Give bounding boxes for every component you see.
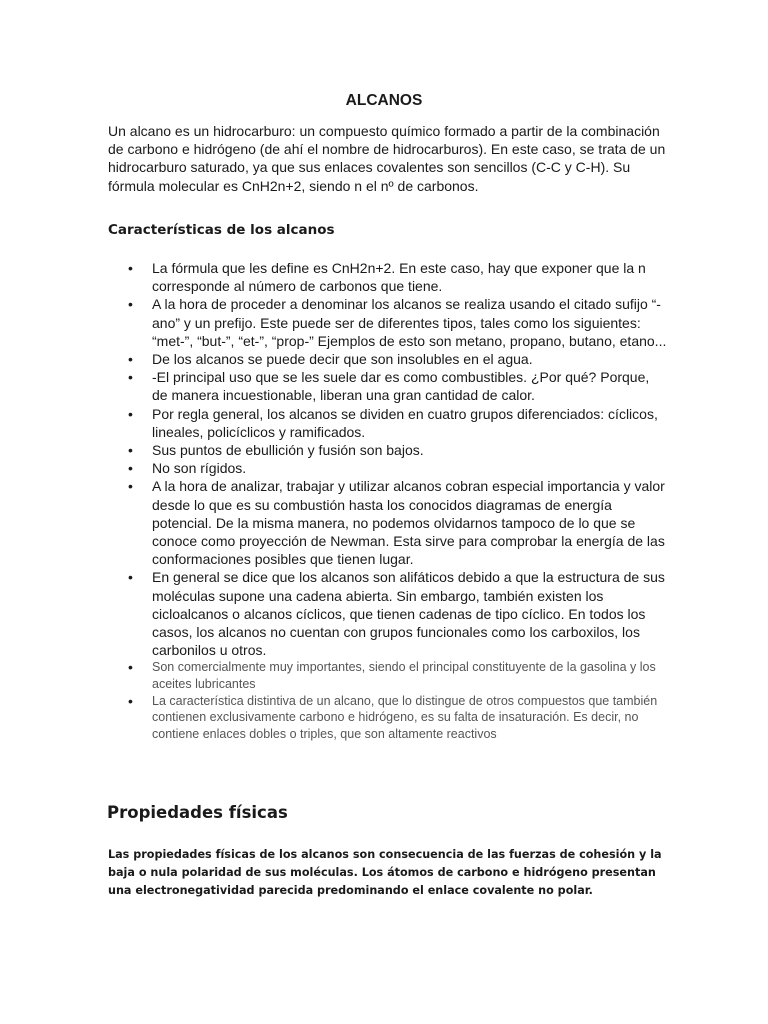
list-item-text: La fórmula que les define es CnH2n+2. En este caso, hay que exponer que la n corresponde al número de carbonos que tiene. bbox=[152, 260, 646, 295]
bullet-icon: • bbox=[128, 569, 133, 586]
bullet-icon: • bbox=[128, 405, 133, 422]
list-item-text: A la hora de proceder a denominar los alcanos se realiza usando el citado sufijo “-ano” y un prefijo. Este puede ser de diferentes tipos, tales como los siguientes: “met-”, “but-”, “et-”, “prop-” Ejemplos de esto son metano, propano, butano, etano... bbox=[152, 296, 667, 349]
bullet-icon: • bbox=[128, 369, 133, 386]
bullet-icon: • bbox=[128, 478, 133, 495]
list-item-text: De los alcanos se puede decir que son insolubles en el agua. bbox=[152, 351, 533, 368]
list-item-text: Sus puntos de ebullición y fusión son bajos. bbox=[152, 442, 424, 459]
bullet-icon: • bbox=[128, 460, 133, 477]
list-item-text: Por regla general, los alcanos se dividen en cuatro grupos diferenciados: cíclicos, lineales, policíclicos y ramificados. bbox=[152, 405, 658, 440]
characteristics-heading: Características de los alcanos bbox=[108, 222, 335, 238]
list-item bbox=[108, 441, 668, 459]
list-item bbox=[108, 659, 668, 692]
bullet-icon: • bbox=[128, 351, 133, 368]
bullet-icon: • bbox=[128, 659, 133, 676]
list-item-text: No son rígidos. bbox=[152, 460, 247, 477]
list-item-text: -El principal uso que se les suele dar es como combustibles. ¿Por qué? Porque, de manera incuestionable, liberan una gran cantidad de calor. bbox=[152, 369, 650, 404]
list-item bbox=[108, 295, 668, 350]
list-item-text: A la hora de analizar, trabajar y utilizar alcanos cobran especial importancia y valor desde lo que es su combustión hasta los conocidos diagramas de energía potencial. De la misma manera, no podemos olvidarnos tampoco de lo que se conoce como proyección de Newman. Esta sirve para comprobar la energía de las conformaciones posibles que tienen lugar. bbox=[152, 478, 665, 568]
bullet-icon: • bbox=[128, 692, 133, 709]
list-item bbox=[108, 259, 668, 295]
bullet-icon: • bbox=[128, 442, 133, 459]
characteristics-list bbox=[108, 259, 668, 742]
document-title: ALCANOS bbox=[345, 92, 423, 109]
list-item bbox=[108, 368, 668, 404]
list-item bbox=[108, 459, 668, 477]
physical-properties-paragraph: Las propiedades físicas de los alcanos son consecuencia de las fuerzas de cohesión y la baja o nula polaridad de sus moléculas. Los átomos de carbono e hidrógeno presentan una electronegatividad parecida predominando el enlace covalente no polar. bbox=[108, 848, 662, 897]
list-item bbox=[108, 477, 668, 568]
list-item-text: Son comercialmente muy importantes, siendo el principal constituyente de la gasolina y los aceites lubricantes bbox=[152, 660, 656, 692]
bullet-icon: • bbox=[128, 260, 133, 276]
list-item-text: En general se dice que los alcanos son alifáticos debido a que la estructura de sus moléculas supone una cadena abierta. Sin embargo, también existen los cicloalcanos o alcanos cíclicos, que tienen cadenas de tipo cíclico. En todos los casos, los alcanos no cuentan con grupos funcionales como los carboxilos, los carbonilos u otros. bbox=[152, 569, 665, 659]
list-item-text: La característica distintiva de un alcano, que lo distingue de otros compuestos que también contienen exclusivamente carbono e hidrógeno, es su falta de insaturación. Es decir, no contiene enlaces dobles o triples, que son altamente reactivos bbox=[152, 693, 658, 741]
intro-paragraph: Un alcano es un hidrocarburo: un compuesto químico formado a partir de la combinación de carbono e hidrógeno (de ahí el nombre de hidrocarburos). En este caso, se trata de un hidrocarburo saturado, ya que sus enlaces covalentes son sencillos (C-C y C-H). Su fórmula molecular es CnH2n+2, siendo n el nº de carbonos. bbox=[108, 123, 666, 194]
physical-properties-heading: Propiedades físicas bbox=[107, 803, 288, 822]
list-item bbox=[108, 568, 668, 659]
list-item bbox=[108, 693, 668, 743]
bullet-icon: • bbox=[128, 296, 133, 313]
list-item bbox=[108, 405, 668, 441]
list-item bbox=[108, 350, 668, 368]
